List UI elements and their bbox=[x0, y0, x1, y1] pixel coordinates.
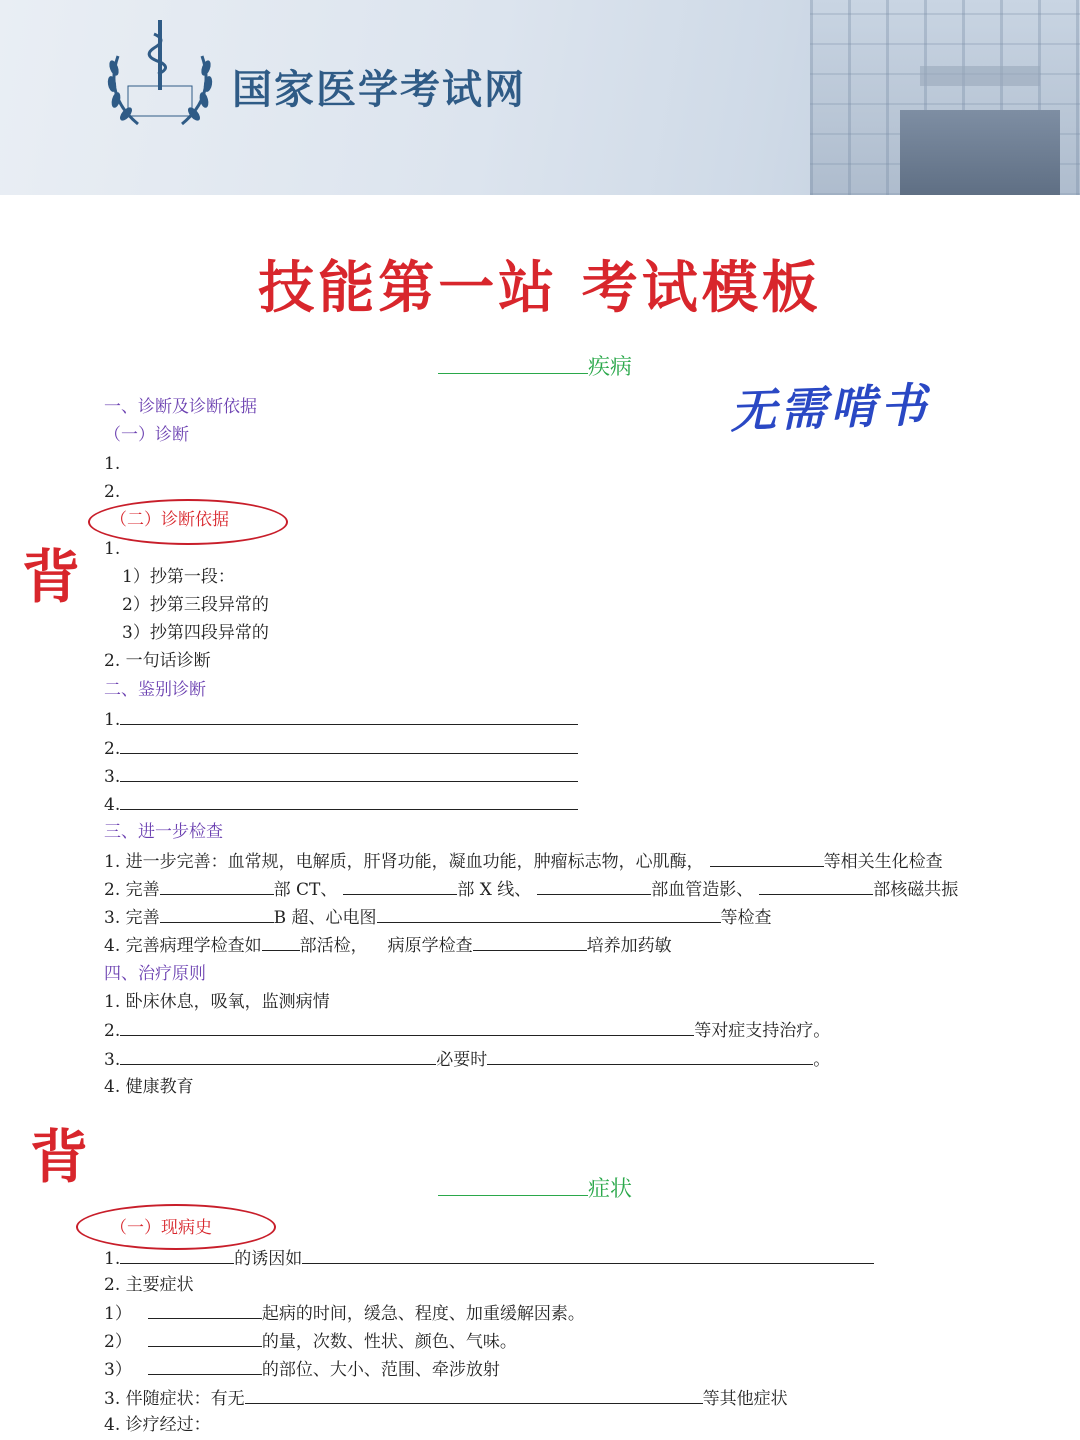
exam-blank-2d[interactable] bbox=[759, 878, 873, 895]
symptom-heading bbox=[438, 1172, 698, 1203]
differential-blank-4[interactable] bbox=[120, 793, 578, 810]
treatment-item-2: 2. 等对症支持治疗。 bbox=[104, 1021, 831, 1041]
site-title: 国家医学考试网 bbox=[232, 66, 526, 113]
handwritten-memorize-mark: 背 bbox=[30, 1123, 89, 1191]
subheading-diagnosis: （一）诊断 bbox=[104, 425, 189, 445]
illness-blank-1a[interactable] bbox=[120, 1247, 234, 1264]
illness-item-2b: 2） 的量，次数、性状、颜色、气味。 bbox=[104, 1332, 517, 1352]
exam-item-3: 3. 完善 B 超、心电图 等检查 bbox=[104, 908, 772, 928]
treatment-item-3: 3. 必要时 。 bbox=[104, 1050, 831, 1070]
heading-diagnosis: 一、诊断及诊断依据 bbox=[104, 397, 257, 417]
medical-emblem-icon bbox=[98, 16, 222, 134]
treatment-item-1: 1. 卧床休息，吸氧，监测病情 bbox=[104, 992, 330, 1012]
exam-blank-4a[interactable] bbox=[262, 934, 300, 951]
page-title: 技能第一站 考试模板 bbox=[258, 256, 822, 321]
diagnosis-item-1: 1. bbox=[104, 454, 121, 474]
basis-item-1b: 2）抄第三段异常的 bbox=[122, 595, 269, 615]
exam-blank-2a[interactable] bbox=[160, 878, 274, 895]
basis-item-1: 1. bbox=[104, 539, 121, 559]
illness-item-2c: 3） 的部位、大小、范围、牵涉放射 bbox=[104, 1360, 500, 1380]
differential-blank-2[interactable] bbox=[120, 737, 578, 754]
treatment-blank-2[interactable] bbox=[120, 1019, 694, 1036]
differential-item-1: 1. bbox=[104, 708, 578, 731]
illness-item-3: 3. 伴随症状：有无 等其他症状 bbox=[104, 1389, 788, 1409]
differential-item-3: 3. bbox=[104, 765, 578, 788]
exam-blank-4b[interactable] bbox=[473, 934, 587, 951]
differential-blank-1[interactable] bbox=[120, 708, 578, 725]
illness-item-1: 1. 的诱因如 bbox=[104, 1247, 874, 1270]
differential-blank-3[interactable] bbox=[120, 765, 578, 782]
exam-blank-3a[interactable] bbox=[160, 906, 274, 923]
illness-blank-3[interactable] bbox=[245, 1387, 703, 1404]
exam-blank-2c[interactable] bbox=[537, 878, 651, 895]
building-sign bbox=[920, 66, 1040, 86]
differential-item-2: 2. bbox=[104, 737, 578, 760]
basis-item-1c: 3）抄第四段异常的 bbox=[122, 623, 269, 643]
exam-blank-3b[interactable] bbox=[377, 906, 721, 923]
treatment-blank-3b[interactable] bbox=[487, 1048, 813, 1065]
handwritten-memorize-mark: 背 bbox=[22, 543, 81, 611]
exam-blank-1[interactable] bbox=[710, 850, 824, 867]
heading-treatment: 四、治疗原则 bbox=[104, 964, 206, 984]
header-banner bbox=[0, 0, 1080, 195]
basis-item-1a: 1）抄第一段： bbox=[122, 567, 235, 587]
illness-item-2a: 1） 起病的时间，缓急、程度、加重缓解因素。 bbox=[104, 1304, 585, 1324]
exam-item-2: 2. 完善 部 CT、 部 X 线、 部血管造影、 部核磁共振 bbox=[104, 880, 959, 900]
illness-item-2: 2. 主要症状 bbox=[104, 1275, 194, 1295]
symptom-heading-label: 症状 bbox=[588, 1177, 633, 1202]
basis-item-2: 2. 一句话诊断 bbox=[104, 651, 211, 671]
treatment-blank-3a[interactable] bbox=[120, 1048, 436, 1065]
subheading-present-illness: （一）现病史 bbox=[110, 1218, 212, 1238]
illness-item-4: 4. 诊疗经过： bbox=[104, 1415, 211, 1435]
disease-heading bbox=[438, 350, 698, 381]
symptom-name-blank[interactable] bbox=[438, 1177, 588, 1196]
disease-heading-label: 疾病 bbox=[588, 355, 633, 380]
illness-blank-2b[interactable] bbox=[148, 1330, 262, 1347]
heading-further-exam: 三、进一步检查 bbox=[104, 822, 223, 842]
exam-blank-2b[interactable] bbox=[343, 878, 457, 895]
exam-item-1: 1. 进一步完善：血常规，电解质，肝肾功能，凝血功能，肿瘤标志物，心肌酶， 等相关生化检查 bbox=[104, 852, 943, 872]
illness-blank-2a[interactable] bbox=[148, 1302, 262, 1319]
illness-blank-1b[interactable] bbox=[302, 1247, 874, 1264]
heading-differential: 二、鉴别诊断 bbox=[104, 680, 206, 700]
diagnosis-item-2: 2. bbox=[104, 482, 121, 502]
subheading-diagnosis-basis: （二）诊断依据 bbox=[110, 510, 229, 530]
illness-blank-2c[interactable] bbox=[148, 1358, 262, 1375]
treatment-item-4: 4. 健康教育 bbox=[104, 1077, 194, 1097]
disease-name-blank[interactable] bbox=[438, 355, 588, 374]
handwritten-no-book-note: 无需啃书 bbox=[729, 377, 931, 439]
exam-item-4: 4. 完善病理学检查如 部活检， 病原学检查 培养加药敏 bbox=[104, 936, 672, 956]
building-entrance bbox=[900, 110, 1060, 195]
differential-item-4: 4. bbox=[104, 793, 578, 816]
